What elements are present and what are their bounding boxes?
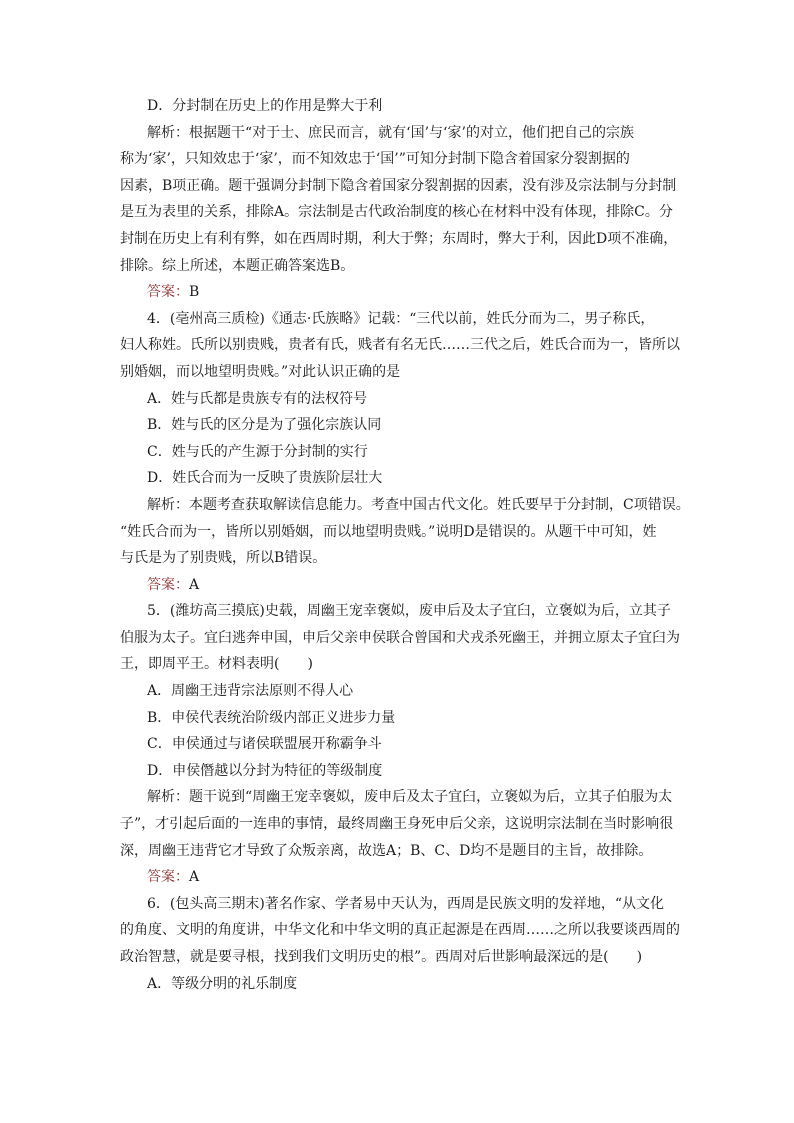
paragraph-first-line: 解析：本题考查获取解读信息能力。考查中国古代文化。姓氏要早于分封制，C项错误。 bbox=[147, 496, 690, 513]
paragraph-first-line: 解析：题干说到“周幽王宠幸褒姒，废申后及太子宜臼，立褒姒为后，立其子伯服为太 bbox=[147, 789, 673, 806]
paragraph-line: 政治智慧，就是要寻根，找到我们文明历史的根”。西周对后世影响最深远的是( ) bbox=[120, 949, 643, 965]
paragraph-line: 的角度、文明的角度讲，中华文化和中华文明的真正起源是在西周……之所以我要谈西周的 bbox=[120, 922, 680, 939]
paragraph-line: 与氏是为了别贵贱，所以B错误。 bbox=[120, 550, 327, 567]
paragraph-line: 子”，才引起后面的一连串的事情，最终周幽王身死申后父亲，这说明宗法制在当时影响很 bbox=[120, 816, 674, 833]
paragraph-line: 妇人称姓。氏所以别贵贱，贵者有氏，贱者有名无氏……三代之后，姓氏合而为一，皆所以 bbox=[120, 337, 680, 354]
answer-option: D．申侯僭越以分封为特征的等级制度 bbox=[147, 762, 383, 779]
answer-value: B bbox=[189, 284, 200, 301]
answer-option: A．周幽王违背宗法原则不得人心 bbox=[147, 683, 354, 700]
paragraph-line: 别婚姻，而以地望明贵贱。”对此认识正确的是 bbox=[120, 363, 401, 380]
paragraph-line: 是互为表里的关系，排除A。宗法制是古代政治制度的核心在材料中没有体现，排除C。分 bbox=[120, 204, 673, 221]
answer-option: B．申侯代表统治阶级内部正义进步力量 bbox=[147, 709, 396, 726]
paragraph-first-line: 5．(潍坊高三摸底)史载，周幽王宠幸褒姒，废申后及太子宜臼，立褒姒为后，立其子 bbox=[147, 603, 671, 620]
answer-option: A．姓与氏都是贵族专有的法权符号 bbox=[147, 390, 368, 407]
paragraph-line: 封制在历史上有利有弊，如在西周时期，利大于弊；东周时，弊大于利，因此D项不准确， bbox=[120, 230, 678, 247]
answer-option: A．等级分明的礼乐制度 bbox=[147, 975, 298, 992]
answer-label: 答案： bbox=[147, 869, 189, 886]
answer-line bbox=[120, 572, 675, 599]
paragraph-line: “姓氏合而为一，皆所以别婚姻，而以地望明贵贱。”说明D是错误的。从题干中可知，姓 bbox=[120, 523, 657, 540]
answer-option: B．姓与氏的区分是为了强化宗族认同 bbox=[147, 417, 382, 434]
paragraph-line: 深，周幽王违背它才导致了众叛亲离，故选A；B、C、D均不是题目的主旨，故排除。 bbox=[120, 842, 653, 859]
answer-label: 答案： bbox=[147, 576, 189, 593]
document-body bbox=[120, 93, 690, 997]
answer-label: 答案： bbox=[147, 284, 189, 301]
paragraph-line: 排除。综上所述，本题正确答案选B。 bbox=[120, 257, 355, 274]
paragraph-line: 王，即周平王。材料表明( ) bbox=[120, 656, 313, 673]
answer-option: D．分封制在历史上的作用是弊大于利 bbox=[147, 98, 383, 114]
answer-value: A bbox=[189, 869, 200, 886]
answer-line bbox=[120, 279, 675, 306]
paragraph-first-line: 6．(包头高三期末)著名作家、学者易中天认为，西周是民族文明的发祥地，“从文化 bbox=[147, 895, 664, 912]
answer-option: C．申侯通过与诸侯联盟展开称霸争斗 bbox=[147, 736, 382, 753]
paragraph-line: 因素，B项正确。题干强调分封制下隐含着国家分裂割据的因素，没有涉及宗法制与分封制 bbox=[120, 177, 677, 194]
paragraph-first-line: 4．(亳州高三质检)《通志·氏族略》记载：“三代以前，姓氏分而为二，男子称氏， bbox=[147, 310, 655, 327]
answer-option: C．姓与氏的产生源于分封制的实行 bbox=[147, 443, 368, 460]
paragraph-line: 称为‘家’，只知效忠于‘家’，而不知效忠于‘国’”可知分封制下隐含着国家分裂割据的 bbox=[120, 151, 630, 168]
answer-line bbox=[120, 864, 675, 891]
answer-value: A bbox=[189, 576, 200, 593]
paragraph-line: 伯服为太子。宜臼逃奔申国，申后父亲申侯联合曾国和犬戎杀死幽王，并拥立原太子宜臼为 bbox=[120, 629, 680, 646]
paragraph-first-line: 解析：根据题干“对于士、庶民而言，就有‘国’与‘家’的对立，他们把自己的宗族 bbox=[147, 124, 634, 141]
answer-option: D．姓氏合而为一反映了贵族阶层壮大 bbox=[147, 470, 383, 487]
